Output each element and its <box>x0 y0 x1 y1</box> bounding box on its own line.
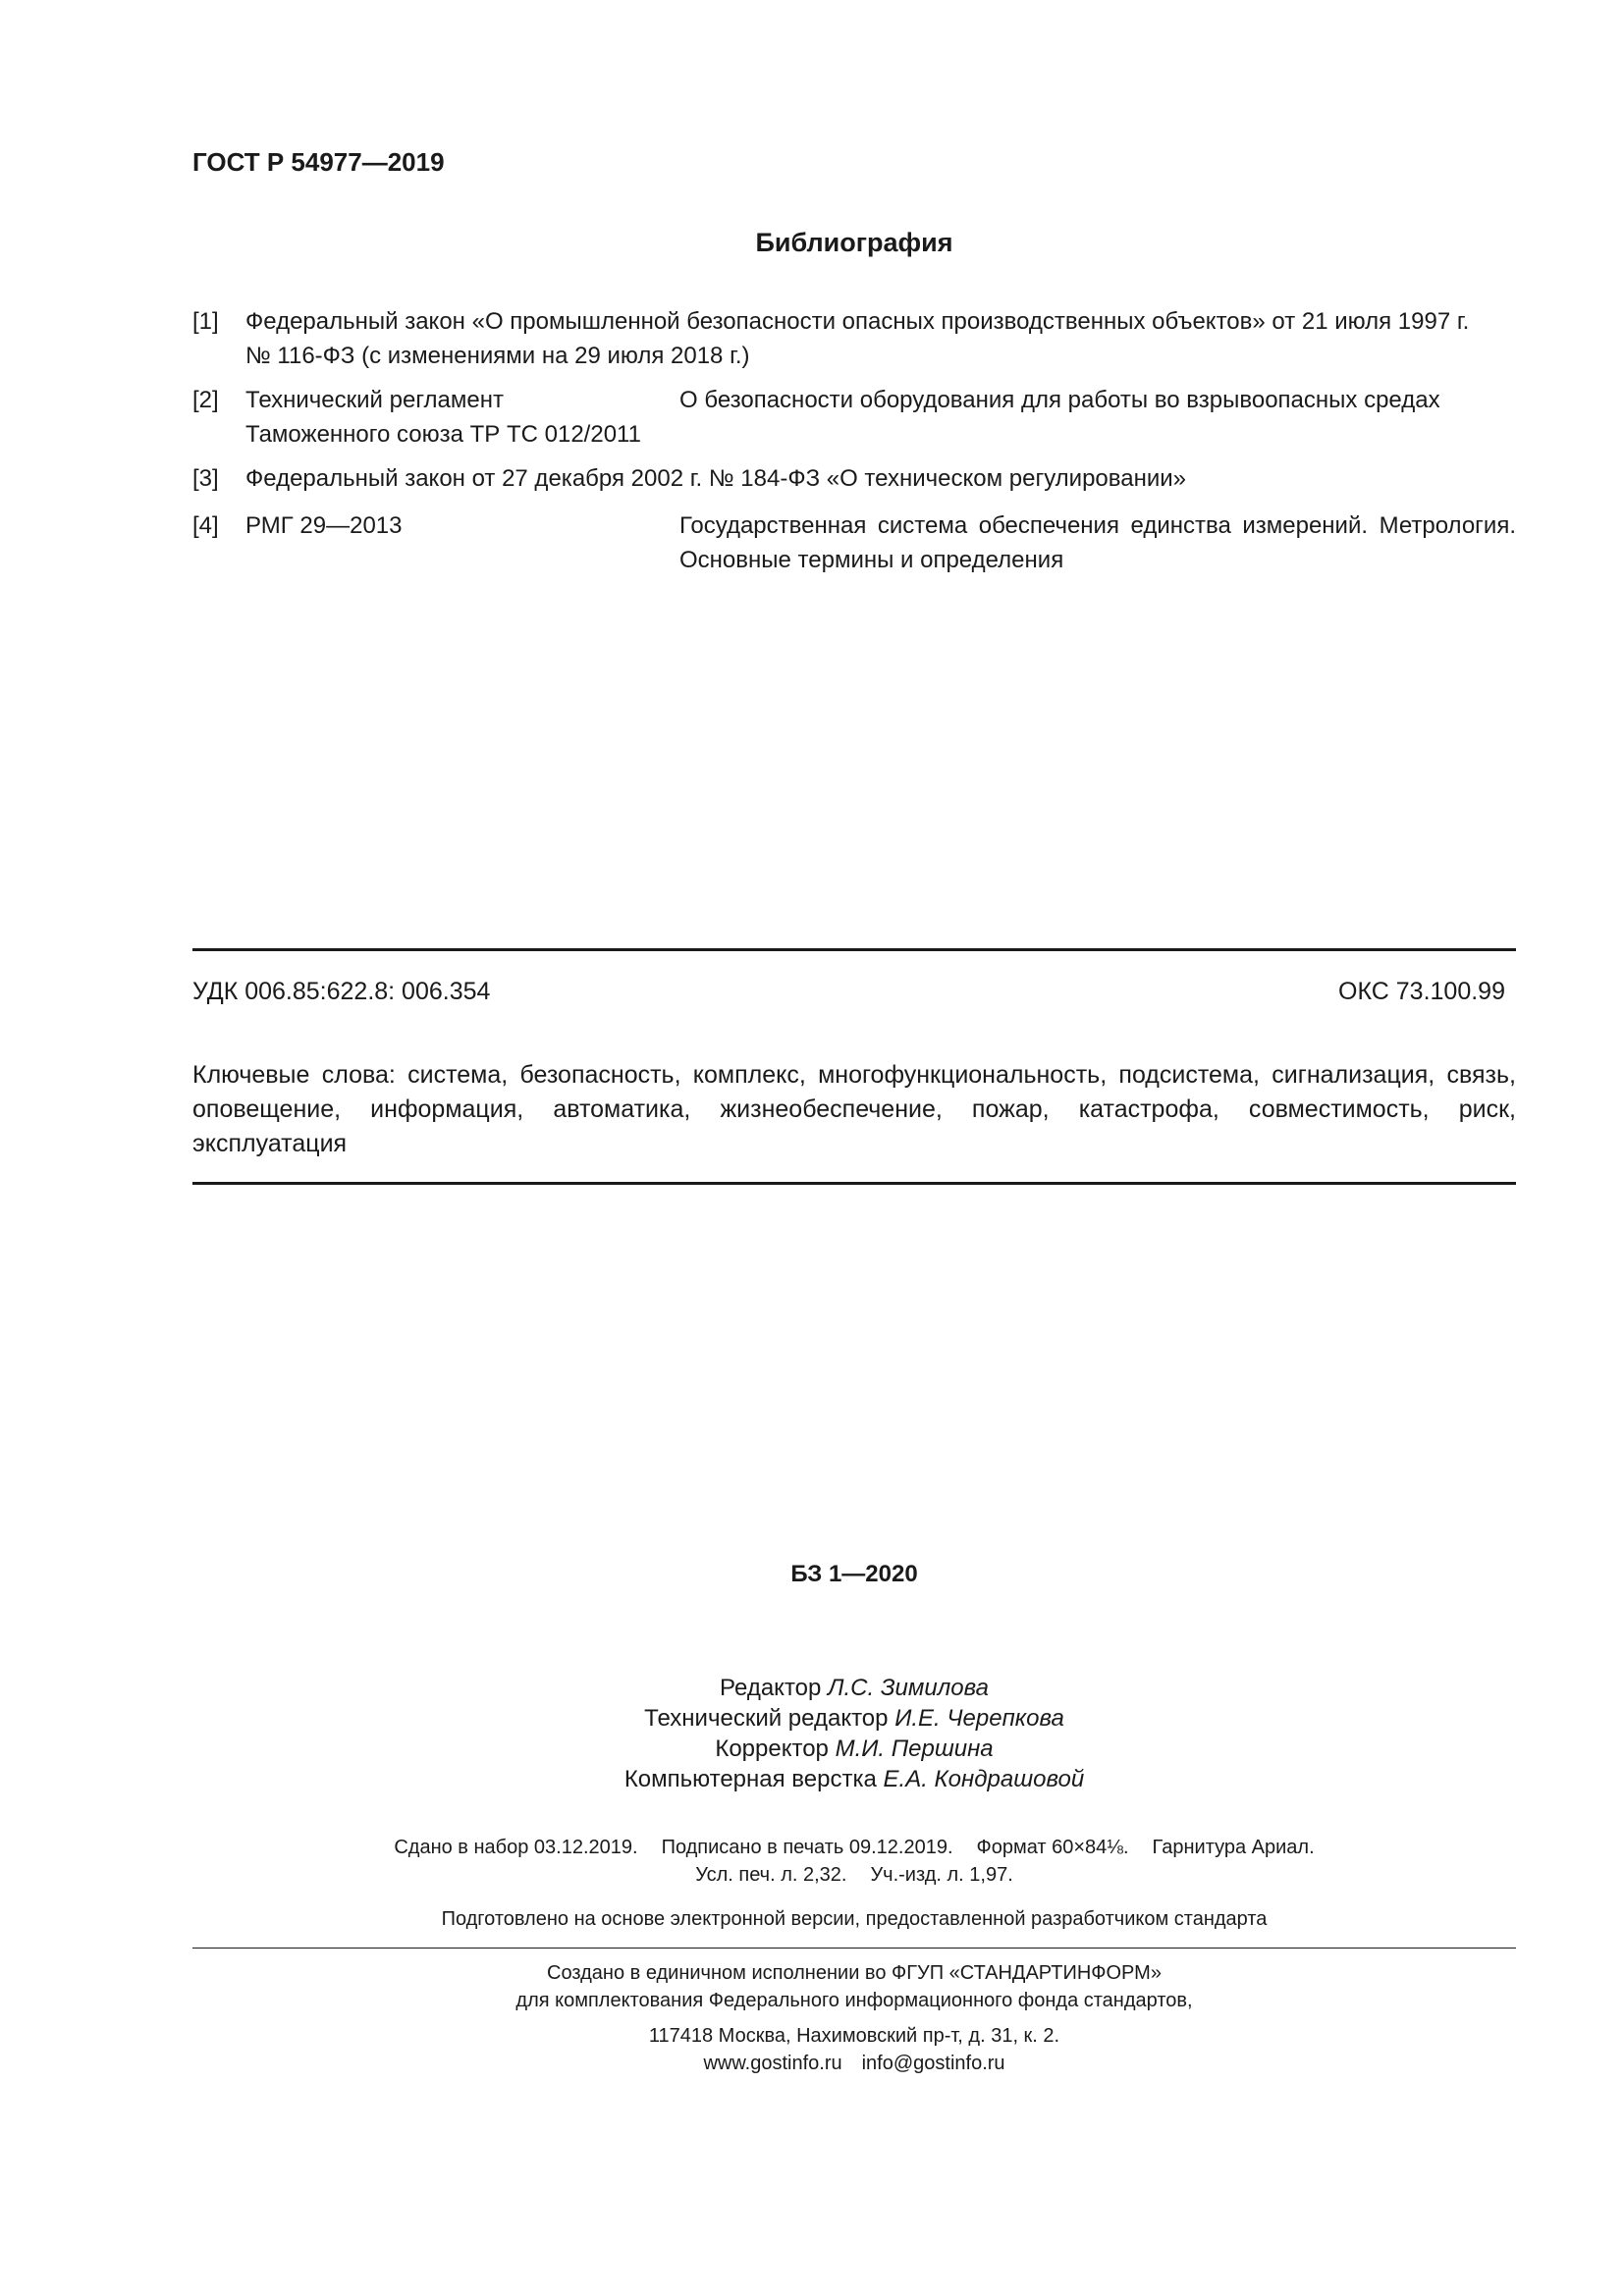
publisher-line: Создано в единичном исполнении во ФГУП «СТАНДАРТИНФОРМ» <box>547 1962 1162 1984</box>
bz-number: БЗ 1—2020 <box>790 1561 918 1587</box>
bib-title: Государственная система обеспечения единства измерений. Метрология. Основные термины и определения <box>679 512 1516 573</box>
staff-credits <box>0 1673 1624 1794</box>
bibliography-title: Библиография <box>755 228 953 257</box>
bib-number: [3] <box>192 465 219 492</box>
staff-line: Корректор М.И. Першина <box>715 1735 994 1762</box>
bib-text <box>245 304 1516 373</box>
prepared-note: Подготовлено на основе электронной версии, предоставленной разработчиком стандарта <box>441 1908 1268 1930</box>
udk-code: УДК 006.85:622.8: 006.354 <box>192 978 491 1005</box>
publisher-address <box>0 2022 1624 2077</box>
bib-item-4 <box>192 508 1516 577</box>
contact-line <box>0 2050 1624 2077</box>
divider-bottom <box>192 1182 1516 1185</box>
bib-source: РМГ 29—2013 <box>245 512 403 539</box>
publisher-line: для комплектования Федерального информационного фонда стандартов, <box>515 1990 1193 2011</box>
oks-code: ОКС 73.100.99 <box>1338 978 1505 1005</box>
website-link[interactable]: www.gostinfo.ru <box>703 2053 842 2074</box>
bib-source <box>245 383 641 452</box>
bib-item-3 <box>192 461 1516 496</box>
bib-item-2 <box>192 383 1516 452</box>
staff-line: Компьютерная верстка Е.А. Кондрашовой <box>623 1766 1085 1792</box>
bib-number: [4] <box>192 512 219 539</box>
email-link[interactable]: info@gostinfo.ru <box>861 2053 1005 2074</box>
staff-line: Редактор Л.С. Зимилова <box>720 1675 989 1701</box>
bib-item-1 <box>192 304 1516 373</box>
print-info <box>0 1834 1624 1889</box>
publisher-info <box>0 1959 1624 2014</box>
divider-top <box>192 948 1516 951</box>
address-line: 117418 Москва, Нахимовский пр-т, д. 31, к. 2. <box>648 2025 1060 2047</box>
bib-source-line: Таможенного союза ТР ТС 012/2011 <box>245 421 641 448</box>
keywords: Ключевые слова: система, безопасность, комплекс, многофункциональность, подсистема, сигнализация, связь, оповещение, информация, автоматика, жизнеобеспечение, пожар, катастрофа, совместимость, риск, эксплуатация <box>192 1061 1516 1157</box>
bib-number: [2] <box>192 387 219 413</box>
bib-text-line: № 116-ФЗ (с изменениями на 29 июля 2018 г.) <box>245 343 750 369</box>
bib-text: Федеральный закон от 27 декабря 2002 г. № 184-ФЗ «О техническом регулировании» <box>245 465 1187 492</box>
bib-text-line: Федеральный закон «О промышленной безопасности опасных производственных объектов» от 21 июля 1997 г. <box>245 308 1470 335</box>
bib-source-line: Технический регламент <box>245 387 504 413</box>
document-code: ГОСТ Р 54977—2019 <box>192 147 445 177</box>
staff-line: Технический редактор И.Е. Черепкова <box>644 1705 1064 1732</box>
bib-title: О безопасности оборудования для работы во взрывоопасных средах <box>679 387 1440 413</box>
divider-thin <box>192 1948 1516 1949</box>
bib-number: [1] <box>192 308 219 335</box>
print-info-line: Сдано в набор 03.12.2019. Подписано в печать 09.12.2019. Формат 60×84⅛. Гарнитура Ариал. <box>394 1837 1315 1858</box>
print-info-line: Усл. печ. л. 2,32. Уч.-изд. л. 1,97. <box>695 1864 1013 1886</box>
